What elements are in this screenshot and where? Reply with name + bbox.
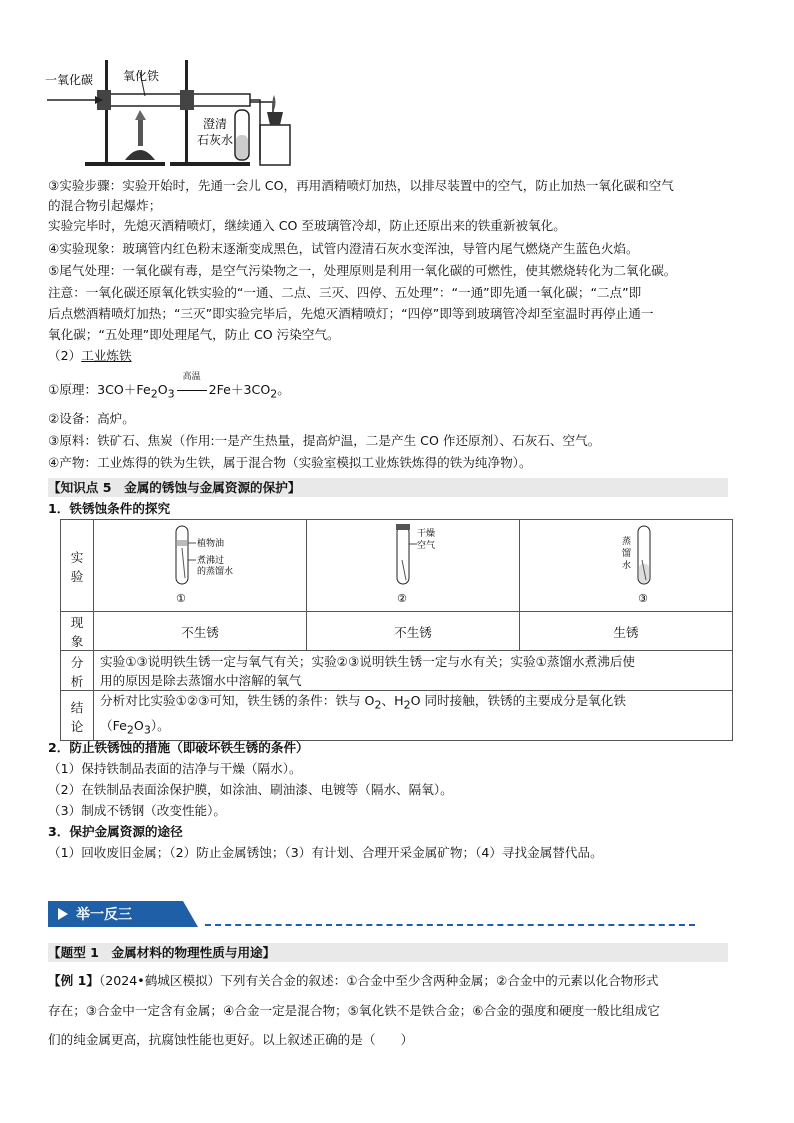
fe2o3-label: 氧化铁 <box>123 69 160 83</box>
type1-title: 【题型 1 金属材料的物理性质与用途】 <box>48 945 276 960</box>
banner-text: 举一反三 <box>76 907 132 923</box>
banner-dashed-line <box>205 924 695 926</box>
reaction-arrow <box>175 372 209 400</box>
equipment-text: ②设备：高炉。 <box>48 411 135 426</box>
row-header-conclusion: 结论 <box>61 691 94 741</box>
prevent-item-3: （3）制成不锈钢（改变性能）。 <box>48 803 227 818</box>
conclusion-line-2: $(Fe_2O_3)$。 <box>100 717 170 737</box>
principle-equation: ①原理：$3CO+Fe_2O_3$ 高温 $2Fe+3CO_2$。 <box>48 380 290 405</box>
prevent-item-2: （2）在铁制品表面涂保护膜，如涂油、刷油漆、电镀等（隔水、隔氧）。 <box>48 782 453 797</box>
co-label: 一氧化碳 <box>45 73 94 87</box>
tube3-label-c: 水 <box>622 561 632 571</box>
note-line-2: 后点燃酒精喷灯加热；“三灭”即实验完毕后，先熄灭酒精喷灯；“四停”即等到玻璃管冷却至室温时再停止通一 <box>48 306 654 321</box>
prevent-item-1: （1）保持铁制品表面的洁净与干燥（隔水）。 <box>48 761 302 776</box>
conclusion-line-1: 分析对比实验①②③可知，铁生锈的条件：铁与 $O_2$、$H_2O$ 同时接触，铁锈的主要成分是氧化铁 <box>100 693 626 712</box>
table-row <box>61 612 733 651</box>
tube-3-cell <box>520 520 733 612</box>
row-header-experiment: 实验 <box>61 520 94 612</box>
step5-text: ⑤尾气处理：一氧化碳有毒，是空气污染物之一，处理原则是利用一氧化碳的可燃性，使其燃烧转化为二氧化碳。 <box>48 263 677 278</box>
table-row <box>61 651 733 691</box>
analysis-cell <box>94 651 733 691</box>
note-line-1: 注意：一氧化碳还原氧化铁实验的“一通、二点、三灭、四停、五处理”：“一通”即先通一氧化碳；“二点”即 <box>48 285 642 300</box>
tube3-label-a: 蒸 <box>622 537 632 547</box>
protect-resources-items: （1）回收废旧金属；（2）防止金属锈蚀；（3）有计划、合理开采金属矿物；（4）寻找金属替代品。 <box>48 845 603 860</box>
test-tube-2-icon <box>313 520 513 608</box>
phenomenon-2: 不生锈 <box>307 612 520 651</box>
tube-2-cell <box>307 520 520 612</box>
tube-1-cell <box>94 520 307 612</box>
row-header-analysis: 分析 <box>61 651 94 691</box>
note-line-3: 氧化碳；“五处理”即处理尾气，防止 CO 污染空气。 <box>48 327 340 342</box>
materials-text: ③原料：铁矿石、焦炭（作用:一是产生热量，提高炉温，二是产生 CO 作还原剂）、石灰石、空气。 <box>48 433 601 448</box>
step3-text-cont: 的混合物引起爆炸； <box>48 198 162 213</box>
co-reduction-apparatus-figure <box>45 40 305 170</box>
tube3-number: ③ <box>638 592 648 605</box>
tube3-label-b: 馏 <box>622 549 632 559</box>
limewater-label-2: 石灰水 <box>197 133 234 147</box>
step3-text: ③实验步骤：实验开始时，先通一会儿 CO，再用酒精喷灯加热，以排尽装置中的空气，防止加热一氧化碳和空气 <box>48 178 674 193</box>
table-row <box>61 520 733 612</box>
phenomenon-3: 生锈 <box>520 612 733 651</box>
test-tube-3-icon <box>526 520 726 608</box>
rust-conditions-heading: 1．铁锈蚀条件的探究 <box>48 501 171 516</box>
example1-line-2: 存在；③合金中一定含有金属；④合金一定是混合物；⑤氧化铁不是铁合金；⑥合金的强度和硬度一般比组成它 <box>48 1003 660 1018</box>
section2-heading: （2）工业炼铁 <box>48 348 132 363</box>
prevent-heading: 2．防止铁锈蚀的措施（即破坏铁生锈的条件） <box>48 740 309 755</box>
practice-banner <box>48 901 198 927</box>
step4-text: ④实验现象：玻璃管内红色粉末逐渐变成黑色，试管内澄清石灰水变浑浊，导管内尾气燃烧产生蓝色火焰。 <box>48 241 639 256</box>
tube2-number: ② <box>397 592 407 605</box>
example1-label: 【例 1】 <box>48 973 99 988</box>
conclusion-cell <box>94 691 733 741</box>
tube2-label-air: 空气 <box>417 541 436 551</box>
analysis-line-2: 用的原因是除去蒸馏水中溶解的氧气 <box>100 672 302 688</box>
test-tube-1-icon <box>100 520 300 608</box>
limewater-label-1: 澄清 <box>203 117 228 131</box>
protect-resources-heading: 3．保护金属资源的途径 <box>48 824 183 839</box>
tube1-label-oil: 植物油 <box>197 539 225 549</box>
tube1-label-water: 的蒸馏水 <box>197 567 234 577</box>
knowledge-point-title: 【知识点 5 金属的锈蚀与金属资源的保护】 <box>48 480 301 495</box>
step3-end-text: 实验完毕时，先熄灭酒精喷灯，继续通入 CO 至玻璃管冷却，防止还原出来的铁重新被氧化。 <box>48 218 566 233</box>
table-row <box>61 691 733 741</box>
reaction-condition: 高温 <box>182 372 201 382</box>
rust-experiment-table <box>60 519 733 741</box>
section2-heading-text: 工业炼铁 <box>81 348 132 363</box>
example1-line-3: 们的纯金属更高，抗腐蚀性能也更好。以上叙述正确的是（ ） <box>48 1032 414 1047</box>
product-text: ④产物：工业炼得的铁为生铁，属于混合物（实验室模拟工业炼铁炼得的铁为纯净物）。 <box>48 455 532 470</box>
tube1-label-boiled: 煮沸过 <box>197 556 225 566</box>
tube1-number: ① <box>176 592 186 605</box>
phenomenon-1: 不生锈 <box>94 612 307 651</box>
example1-line-1: 【例 1】（2024•鹤城区模拟）下列有关合金的叙述：①合金中至少含两种金属；②合金中的元素以化合物形式 <box>48 973 659 988</box>
tube2-label-dry: 干燥 <box>417 529 436 539</box>
row-header-phenomenon: 现象 <box>61 612 94 651</box>
analysis-line-1: 实验①③说明铁生锈一定与氧气有关；实验②③说明铁生锈一定与水有关；实验①蒸馏水煮沸后使 <box>100 653 636 669</box>
